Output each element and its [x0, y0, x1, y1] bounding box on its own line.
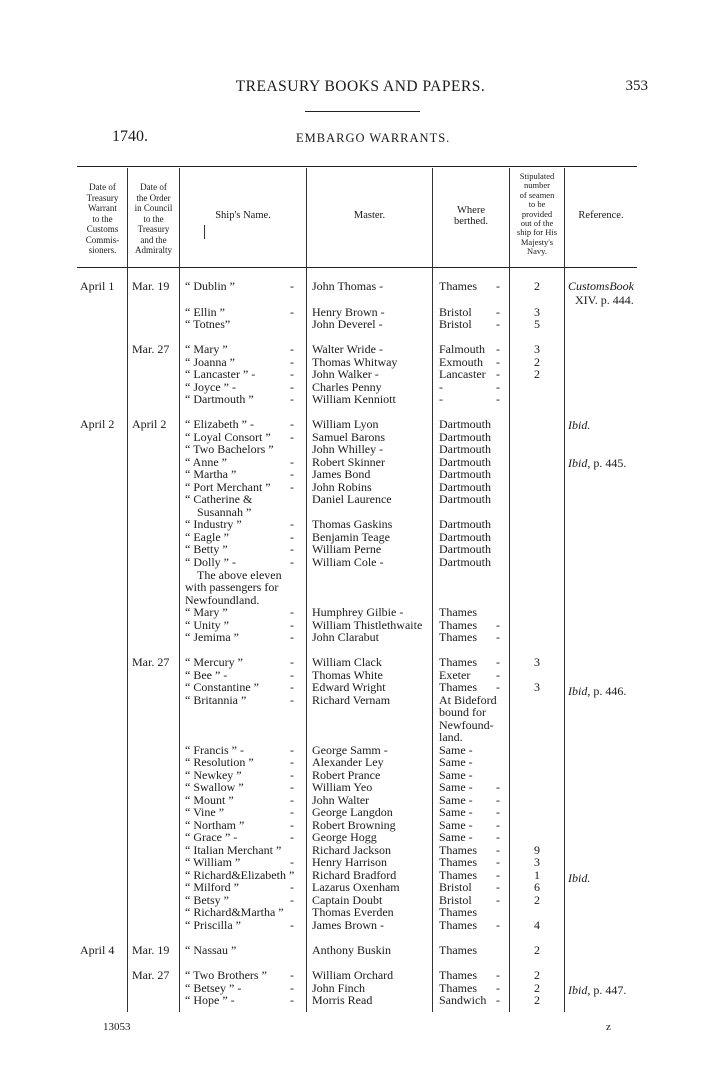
- berth-place: Thames: [439, 618, 477, 632]
- ship-name: “ Milford ”: [185, 880, 239, 894]
- master-name: Humphrey Gilbie -: [312, 605, 404, 619]
- master-name: John Whilley -: [312, 442, 384, 456]
- berth-dash: -: [496, 843, 500, 857]
- ship-name: “ Mary ”: [185, 605, 228, 619]
- table-top-rule: [77, 166, 637, 167]
- berth-place: Same -: [439, 768, 473, 782]
- ship-dash: -: [290, 893, 294, 907]
- ship-name: “ Priscilla ”: [185, 918, 241, 932]
- ship-dash: -: [290, 693, 294, 707]
- master-name: Lazarus Oxenham: [312, 880, 400, 894]
- master-name: George Samm -: [312, 743, 388, 757]
- column-divider: [306, 168, 307, 1012]
- berth-place: Dartmouth: [439, 542, 491, 556]
- berth-dash: -: [496, 355, 500, 369]
- berth-dash: -: [496, 893, 500, 907]
- seamen-count: 2: [534, 367, 540, 381]
- master-name: William Cole -: [312, 555, 384, 569]
- seamen-count: 3: [534, 680, 540, 694]
- seamen-count: 2: [534, 993, 540, 1007]
- order-date: Mar. 27: [132, 968, 170, 982]
- ship-dash: -: [290, 968, 294, 982]
- footer-signature-letter: z: [606, 1021, 611, 1033]
- ship-dash: -: [290, 981, 294, 995]
- berth-dash: -: [496, 993, 500, 1007]
- order-date: Mar. 27: [132, 342, 170, 356]
- ship-name: “ Two Brothers ”: [185, 968, 267, 982]
- master-name: Daniel Laurence: [312, 492, 392, 506]
- berth-place: Thames: [439, 279, 477, 293]
- ship-name: “ Mercury ”: [185, 655, 243, 669]
- ship-dash: -: [290, 793, 294, 807]
- berth-place: land.: [439, 730, 463, 744]
- ship-name: “ Bee ” -: [185, 668, 228, 682]
- berth-place: Bristol: [439, 880, 472, 894]
- berth-place: Dartmouth: [439, 430, 491, 444]
- ship-name: “ Hope ” -: [185, 993, 235, 1007]
- ship-name: “ Elizabeth ” -: [185, 417, 254, 431]
- ship-dash: -: [290, 355, 294, 369]
- master-name: John Finch: [312, 981, 366, 995]
- ship-name: “ Swallow ”: [185, 780, 244, 794]
- berth-dash: -: [496, 830, 500, 844]
- seamen-count: 9: [534, 843, 540, 857]
- berth-dash: -: [496, 342, 500, 356]
- ship-name: “ Vine ”: [185, 805, 225, 819]
- master-name: Robert Browning: [312, 818, 396, 832]
- reference-entry: XIV. p. 444.: [575, 293, 634, 307]
- master-name: Richard Vernam: [312, 693, 391, 707]
- master-name: Richard Bradford: [312, 868, 397, 882]
- reference-entry: Ibid.: [568, 418, 591, 432]
- ship-dash: -: [290, 805, 294, 819]
- ship-name: “ Richard&Elizabeth ”: [185, 868, 295, 882]
- berth-dash: -: [496, 880, 500, 894]
- section-year: 1740.: [112, 128, 148, 145]
- berth-dash: -: [496, 918, 500, 932]
- seamen-count: 2: [534, 355, 540, 369]
- ship-dash: -: [290, 880, 294, 894]
- berth-place: Dartmouth: [439, 555, 491, 569]
- berth-dash: -: [496, 655, 500, 669]
- berth-place: Thames: [439, 868, 477, 882]
- berth-place: Exmouth: [439, 355, 483, 369]
- ship-dash: -: [290, 542, 294, 556]
- ship-dash: -: [290, 455, 294, 469]
- ship-dash: -: [290, 605, 294, 619]
- header-master: Master.: [353, 210, 386, 221]
- header-where-berthed: Where berthed.: [453, 205, 489, 227]
- berth-dash: -: [496, 367, 500, 381]
- ship-name: “ Dolly ” -: [185, 555, 236, 569]
- master-name: John Deverel -: [312, 317, 383, 331]
- berth-place: Same -: [439, 805, 473, 819]
- ship-name: “ Dublin ”: [185, 279, 235, 293]
- ship-dash: -: [290, 755, 294, 769]
- section-title: EMBARGO WARRANTS.: [296, 131, 451, 145]
- master-name: Anthony Buskin: [312, 943, 392, 957]
- ship-name: “ Eagle ”: [185, 530, 229, 544]
- berth-dash: -: [496, 305, 500, 319]
- master-name: Walter Wride -: [312, 342, 383, 356]
- ship-name: “ Unity ”: [185, 618, 229, 632]
- berth-dash: -: [496, 780, 500, 794]
- seamen-count: 2: [534, 279, 540, 293]
- master-name: John Walter: [312, 793, 370, 807]
- master-name: Benjamin Teage: [312, 530, 390, 544]
- master-name: George Langdon: [312, 805, 393, 819]
- ship-dash: -: [290, 530, 294, 544]
- berth-place: Newfound-: [439, 718, 494, 732]
- seamen-count: 3: [534, 305, 540, 319]
- berth-place: Dartmouth: [439, 442, 491, 456]
- berth-dash: -: [496, 317, 500, 331]
- seamen-count: 5: [534, 317, 540, 331]
- header-seamen: Stipulated number of seamen to be provided out of the ship for His Majesty's Navy.: [516, 171, 558, 257]
- ship-dash: -: [290, 279, 294, 293]
- table-header-rule: [77, 267, 637, 268]
- seamen-count: 3: [534, 342, 540, 356]
- ship-name: “ Dartmouth ”: [185, 392, 254, 406]
- ship-dash: -: [290, 480, 294, 494]
- berth-place: Same -: [439, 755, 473, 769]
- berth-dash: -: [496, 630, 500, 644]
- ship-dash: -: [290, 630, 294, 644]
- berth-place: Thames: [439, 905, 477, 919]
- berth-dash: -: [496, 279, 500, 293]
- ship-name: “ Anne ”: [185, 455, 227, 469]
- master-name: Samuel Barons: [312, 430, 385, 444]
- berth-place: Same -: [439, 743, 473, 757]
- warrant-date: April 4: [80, 943, 115, 957]
- ship-dash: -: [290, 367, 294, 381]
- seamen-count: 2: [534, 943, 540, 957]
- order-date: April 2: [132, 417, 167, 431]
- berth-place: Lancaster: [439, 367, 486, 381]
- berth-dash: -: [496, 668, 500, 682]
- master-name: Robert Prance: [312, 768, 381, 782]
- master-name: James Brown -: [312, 918, 384, 932]
- ship-name: The above eleven: [197, 568, 282, 582]
- order-date: Mar. 19: [132, 279, 170, 293]
- master-name: Edward Wright: [312, 680, 386, 694]
- ship-dash: -: [290, 668, 294, 682]
- ship-name: “ Richard&Martha ”: [185, 905, 284, 919]
- berth-place: -: [439, 380, 443, 394]
- ship-dash: -: [290, 655, 294, 669]
- ship-dash: -: [290, 780, 294, 794]
- berth-place: Same -: [439, 793, 473, 807]
- ship-name: “ Lancaster ” -: [185, 367, 256, 381]
- seamen-count: 1: [534, 868, 540, 882]
- berth-place: Thames: [439, 918, 477, 932]
- berth-place: Same -: [439, 830, 473, 844]
- seamen-count: 3: [534, 655, 540, 669]
- ship-name: “ Industry ”: [185, 517, 242, 531]
- column-divider: [179, 168, 180, 1012]
- master-name: William Lyon: [312, 417, 379, 431]
- berth-place: Same -: [439, 780, 473, 794]
- ship-dash: -: [290, 467, 294, 481]
- ship-name: “ Two Bachelors ”: [185, 442, 274, 456]
- berth-place: Thames: [439, 655, 477, 669]
- berth-place: bound for: [439, 705, 486, 719]
- ship-name: “ William ”: [185, 855, 241, 869]
- ship-name: “ Totnes”: [185, 317, 231, 331]
- berth-place: Thames: [439, 981, 477, 995]
- seamen-count: 3: [534, 855, 540, 869]
- page-number: 353: [625, 78, 648, 94]
- berth-dash: -: [496, 981, 500, 995]
- reference-entry: CustomsBook: [568, 279, 634, 293]
- berth-place: Falmouth: [439, 342, 486, 356]
- master-name: Charles Penny: [312, 380, 382, 394]
- ship-name: “ Newkey ”: [185, 768, 242, 782]
- seamen-count: 6: [534, 880, 540, 894]
- berth-place: Thames: [439, 968, 477, 982]
- reference-entry: Ibid.: [568, 871, 591, 885]
- ship-dash: -: [290, 305, 294, 319]
- berth-place: Dartmouth: [439, 455, 491, 469]
- seamen-count: 2: [534, 981, 540, 995]
- berth-place: Bristol: [439, 305, 472, 319]
- berth-place: Dartmouth: [439, 467, 491, 481]
- master-name: Henry Harrison: [312, 855, 387, 869]
- reference-entry: Ibid, p. 445.: [568, 456, 627, 470]
- header-rule: [305, 111, 420, 112]
- ship-dash: -: [290, 392, 294, 406]
- berth-place: Thames: [439, 680, 477, 694]
- berth-dash: -: [496, 380, 500, 394]
- master-name: William Thistlethwaite: [312, 618, 423, 632]
- header-tick: [204, 225, 205, 239]
- berth-dash: -: [496, 680, 500, 694]
- master-name: Morris Read: [312, 993, 373, 1007]
- master-name: John Robins: [312, 480, 372, 494]
- ship-dash: -: [290, 517, 294, 531]
- ship-name: “ Joyce ” -: [185, 380, 236, 394]
- master-name: William Perne: [312, 542, 382, 556]
- berth-place: Dartmouth: [439, 530, 491, 544]
- ship-name: “ Northam ”: [185, 818, 245, 832]
- master-name: Thomas Gaskins: [312, 517, 393, 531]
- master-name: Captain Doubt: [312, 893, 383, 907]
- berth-dash: -: [496, 392, 500, 406]
- ship-dash: -: [290, 818, 294, 832]
- berth-place: At Bideford: [439, 693, 497, 707]
- berth-place: -: [439, 392, 443, 406]
- ship-dash: -: [290, 417, 294, 431]
- seamen-count: 2: [534, 893, 540, 907]
- berth-dash: -: [496, 793, 500, 807]
- master-name: John Walker -: [312, 367, 379, 381]
- master-name: Thomas Whitway: [312, 355, 398, 369]
- berth-dash: -: [496, 818, 500, 832]
- order-date: Mar. 27: [132, 655, 170, 669]
- ship-dash: -: [290, 830, 294, 844]
- warrant-date: April 1: [80, 279, 115, 293]
- ship-name: “ Constantine ”: [185, 680, 259, 694]
- column-divider: [432, 168, 433, 1012]
- ship-name: “ Betsey ” -: [185, 981, 242, 995]
- ship-name: “ Mount ”: [185, 793, 234, 807]
- ship-dash: -: [290, 993, 294, 1007]
- ship-name: “ Resolution ”: [185, 755, 254, 769]
- berth-place: Dartmouth: [439, 517, 491, 531]
- berth-dash: -: [496, 805, 500, 819]
- master-name: James Bond: [312, 467, 371, 481]
- berth-dash: -: [496, 968, 500, 982]
- column-divider: [127, 168, 128, 1012]
- running-head: TREASURY BOOKS AND PAPERS.: [235, 78, 486, 95]
- ship-dash: -: [290, 342, 294, 356]
- ship-dash: -: [290, 743, 294, 757]
- berth-place: Dartmouth: [439, 492, 491, 506]
- berth-place: Thames: [439, 855, 477, 869]
- ship-dash: -: [290, 380, 294, 394]
- ship-name: “ Ellin ”: [185, 305, 225, 319]
- master-name: Thomas White: [312, 668, 383, 682]
- ship-name: “ Grace ” -: [185, 830, 238, 844]
- berth-place: Thames: [439, 605, 477, 619]
- ship-name: “ Betsy ”: [185, 893, 229, 907]
- berth-place: Thames: [439, 630, 477, 644]
- berth-place: Dartmouth: [439, 417, 491, 431]
- ship-name: “ Britannia ”: [185, 693, 247, 707]
- ship-name: “ Jemima ”: [185, 630, 239, 644]
- header-reference: Reference.: [578, 210, 624, 221]
- master-name: Thomas Everden: [312, 905, 394, 919]
- warrant-date: April 2: [80, 417, 115, 431]
- order-date: Mar. 19: [132, 943, 170, 957]
- ship-name: “ Italian Merchant ”: [185, 843, 282, 857]
- footer-signature-mark: 13053: [103, 1021, 131, 1033]
- master-name: George Hogg: [312, 830, 377, 844]
- berth-place: Bristol: [439, 317, 472, 331]
- master-name: John Clarabut: [312, 630, 379, 644]
- ship-dash: -: [290, 855, 294, 869]
- berth-place: Sandwich: [439, 993, 487, 1007]
- ship-name: “ Port Merchant ”: [185, 480, 271, 494]
- berth-place: Dartmouth: [439, 480, 491, 494]
- master-name: William Clack: [312, 655, 382, 669]
- berth-dash: -: [496, 618, 500, 632]
- ship-name: “ Loyal Consort ”: [185, 430, 271, 444]
- ship-name: “ Martha ”: [185, 467, 237, 481]
- berth-dash: -: [496, 868, 500, 882]
- column-divider: [564, 168, 565, 1012]
- ship-dash: -: [290, 768, 294, 782]
- header-date-order: Date of the Order in Council to the Treasury and the Admiralty: [134, 182, 173, 255]
- ship-dash: -: [290, 430, 294, 444]
- ship-dash: -: [290, 618, 294, 632]
- berth-dash: -: [496, 855, 500, 869]
- master-name: Alexander Ley: [312, 755, 384, 769]
- berth-place: Exeter: [439, 668, 471, 682]
- header-date-warrant: Date of Treasury Warrant to the Customs Commis- sioners.: [85, 182, 120, 255]
- seamen-count: 4: [534, 918, 540, 932]
- berth-place: Thames: [439, 843, 477, 857]
- ship-dash: -: [290, 555, 294, 569]
- ship-name: “ Betty ”: [185, 542, 228, 556]
- ship-name: Susannah ”: [197, 505, 252, 519]
- berth-place: Same -: [439, 818, 473, 832]
- master-name: William Kenniott: [312, 392, 396, 406]
- master-name: Henry Brown -: [312, 305, 385, 319]
- master-name: William Yeo: [312, 780, 373, 794]
- seamen-count: 2: [534, 968, 540, 982]
- reference-entry: Ibid, p. 446.: [568, 684, 627, 698]
- ship-name: “ Mary ”: [185, 342, 228, 356]
- master-name: Richard Jackson: [312, 843, 391, 857]
- ship-dash: -: [290, 680, 294, 694]
- ship-name: “ Francis ” -: [185, 743, 244, 757]
- ship-name: Newfoundland.: [185, 593, 260, 607]
- ship-name: “ Nassau ”: [185, 943, 237, 957]
- ship-name: “ Catherine &: [185, 492, 253, 506]
- reference-entry: Ibid, p. 447.: [568, 983, 627, 997]
- berth-place: Thames: [439, 943, 477, 957]
- master-name: Robert Skinner: [312, 455, 385, 469]
- ship-name: “ Joanna ”: [185, 355, 235, 369]
- berth-place: Bristol: [439, 893, 472, 907]
- master-name: William Orchard: [312, 968, 394, 982]
- ship-dash: -: [290, 918, 294, 932]
- master-name: John Thomas -: [312, 279, 384, 293]
- header-ship-name: Ship's Name.: [215, 210, 271, 221]
- ship-name: with passengers for: [185, 580, 279, 594]
